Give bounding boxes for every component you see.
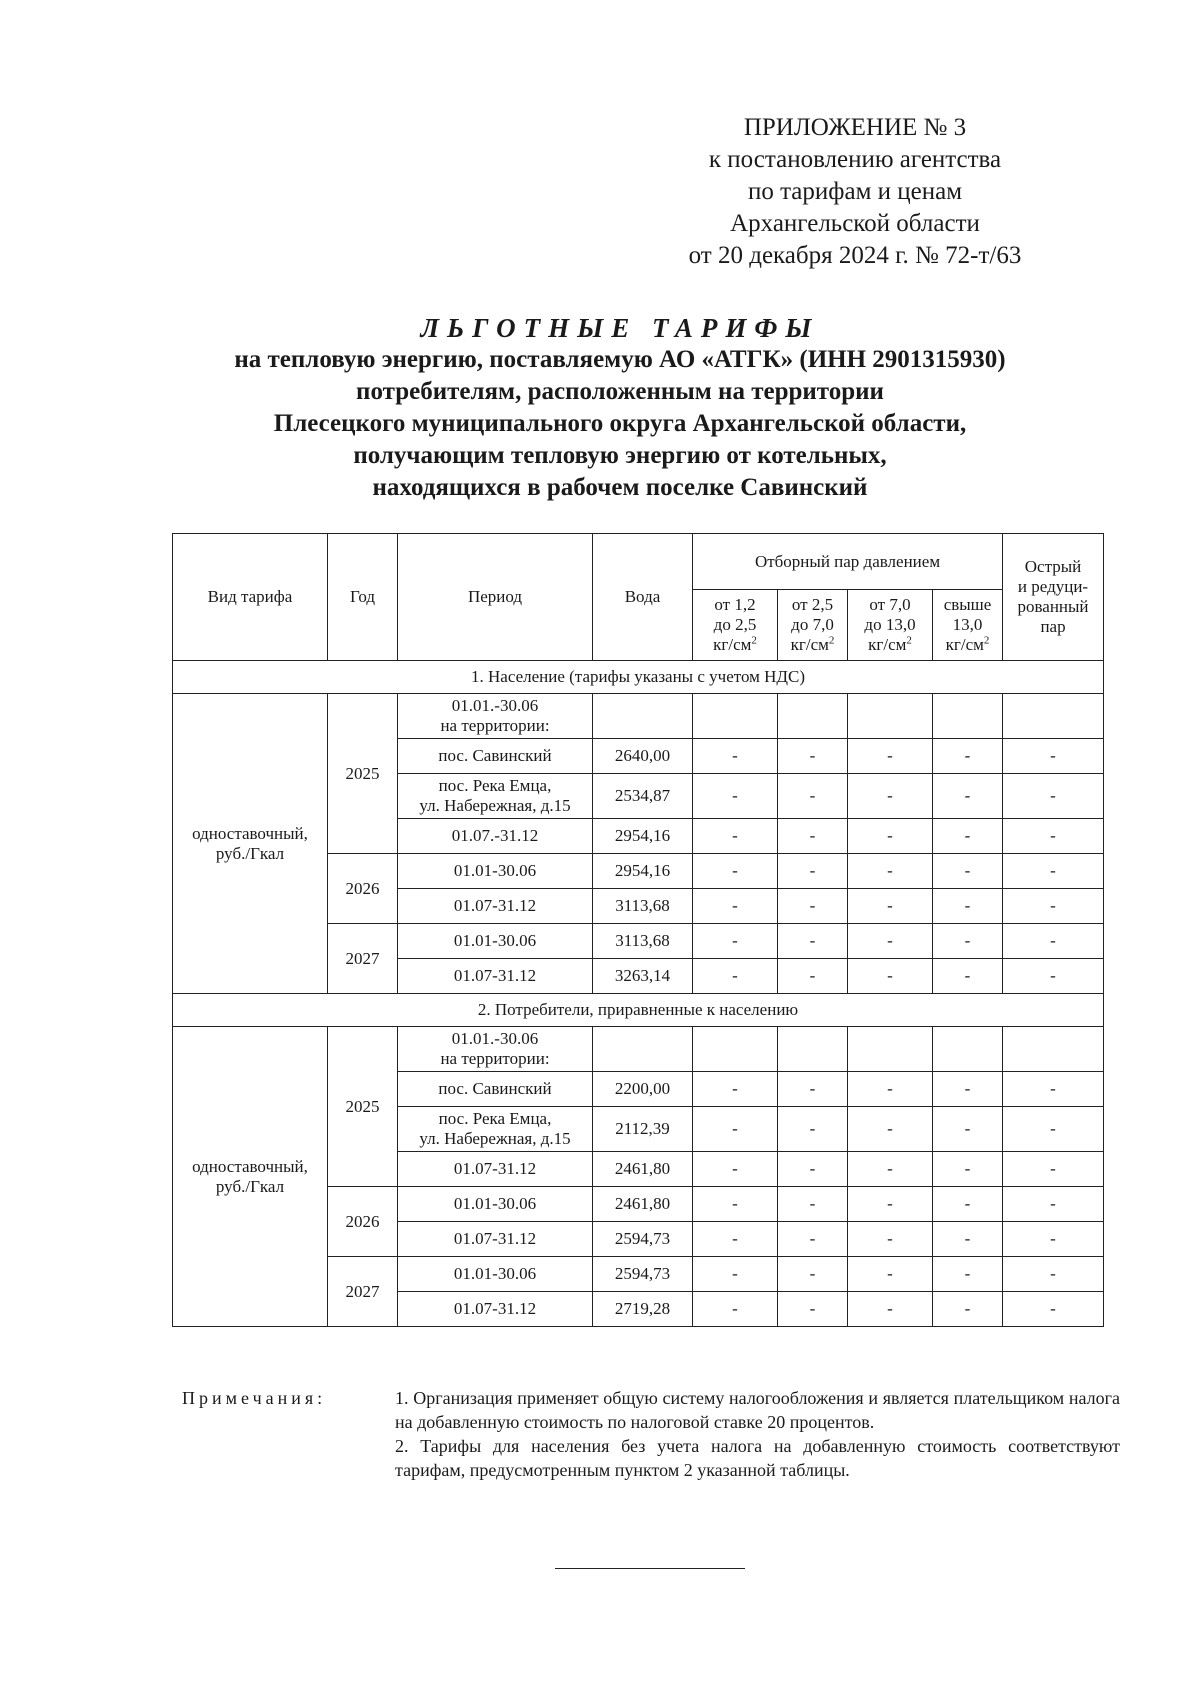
header-tariff-type: Вид тарифа — [173, 534, 328, 661]
sharp-steam-tariff-cell — [1003, 694, 1104, 739]
steam-tariff-cell: - — [693, 1072, 778, 1107]
steam-tariff-cell: - — [933, 1152, 1003, 1187]
steam-tariff-cell — [693, 694, 778, 739]
period-cell — [398, 1222, 593, 1257]
steam-tariff-cell: - — [848, 1292, 933, 1327]
table-header-row — [173, 534, 1104, 590]
water-tariff-cell: 2200,00 — [593, 1072, 693, 1107]
title-line: потребителям, расположенным на территории — [356, 378, 884, 405]
period-cell — [398, 1187, 593, 1222]
period-text: ул. Набережная, д.15 — [419, 1129, 571, 1148]
steam-tariff-cell — [778, 1027, 848, 1072]
steam-tariff-cell: - — [778, 1107, 848, 1152]
steam-tariff-cell: - — [693, 1222, 778, 1257]
steam-tariff-cell: - — [693, 819, 778, 854]
title-line: на тепловую энергию, поставляемую АО «АТГК» (ИНН 2901315930) — [234, 346, 1006, 373]
sharp-steam-tariff-cell: - — [1003, 924, 1104, 959]
period-text: 01.07-31.12 — [453, 1229, 537, 1248]
steam-tariff-cell: - — [693, 774, 778, 819]
tariff-type-text: одноставочный, — [192, 823, 308, 843]
period-text: 01.07-31.12 — [453, 966, 537, 985]
steam-tariff-cell: - — [848, 1257, 933, 1292]
steam-tariff-cell: - — [693, 889, 778, 924]
period-text: на территории: — [440, 716, 550, 735]
water-tariff-cell: 2640,00 — [593, 739, 693, 774]
tariff-unit-text: руб./Гкал — [215, 843, 285, 863]
section-title: 1. Население (тарифы указаны с учетом НДС) — [173, 661, 1104, 694]
steam-tariff-cell: - — [933, 854, 1003, 889]
period-text: пос. Река Емца, — [438, 1109, 552, 1128]
period-cell — [398, 889, 593, 924]
header-pressure-2 — [778, 590, 848, 661]
water-tariff-cell — [593, 694, 693, 739]
section-title: 2. Потребители, приравненные к населению — [173, 994, 1104, 1027]
pressure-label: от 7,0 — [869, 595, 911, 614]
tariff-unit-text: руб./Гкал — [215, 1176, 285, 1196]
header-pressure-1 — [693, 590, 778, 661]
header-period: Период — [398, 534, 593, 661]
sharp-steam-tariff-cell: - — [1003, 1152, 1104, 1187]
period-text: пос. Савинский — [438, 746, 552, 765]
pressure-label: от 2,5 — [791, 595, 834, 614]
steam-tariff-cell: - — [693, 854, 778, 889]
water-tariff-cell: 2594,73 — [593, 1222, 693, 1257]
pressure-label: до 7,0 — [791, 615, 834, 634]
steam-tariff-cell — [933, 1027, 1003, 1072]
appendix-number: ПРИЛОЖЕНИЕ № 3 — [743, 114, 967, 141]
steam-tariff-cell: - — [848, 1222, 933, 1257]
period-cell — [398, 1257, 593, 1292]
water-tariff-cell: 2954,16 — [593, 854, 693, 889]
tariff-type-cell — [173, 1027, 328, 1327]
year-cell: 2026 — [328, 1187, 398, 1257]
period-cell — [398, 739, 593, 774]
period-text: 01.01.-30.06 — [451, 1029, 539, 1048]
notes-body — [395, 1386, 1120, 1482]
steam-tariff-cell: - — [848, 1072, 933, 1107]
pressure-unit — [781, 635, 844, 655]
steam-tariff-cell: - — [933, 924, 1003, 959]
sharp-steam-tariff-cell: - — [1003, 1257, 1104, 1292]
header-pressure-4 — [933, 590, 1003, 661]
water-tariff-cell: 3113,68 — [593, 889, 693, 924]
year-cell: 2026 — [328, 854, 398, 924]
steam-tariff-cell: - — [778, 1152, 848, 1187]
sharp-steam-tariff-cell: - — [1003, 774, 1104, 819]
steam-tariff-cell: - — [693, 1152, 778, 1187]
water-tariff-cell: 2461,80 — [593, 1187, 693, 1222]
steam-tariff-cell: - — [848, 959, 933, 994]
unit-sup: 2 — [828, 634, 835, 647]
steam-tariff-cell: - — [778, 924, 848, 959]
steam-tariff-cell: - — [693, 1257, 778, 1292]
period-text: 01.07-31.12 — [453, 1299, 537, 1318]
water-tariff-cell: 3263,14 — [593, 959, 693, 994]
period-cell — [398, 819, 593, 854]
period-cell — [398, 694, 593, 739]
sharp-steam-tariff-cell: - — [1003, 959, 1104, 994]
title-line: находящихся в рабочем поселке Савинский — [372, 474, 868, 501]
period-cell — [398, 924, 593, 959]
note-2: 2. Тарифы для населения без учета налога на добавленную стоимость соответствуют тарифам, предусмотренным пунктом 2 указанной таблицы. — [395, 1436, 1120, 1480]
title-line: получающим тепловую энергию от котельных, — [353, 442, 887, 469]
steam-tariff-cell: - — [778, 959, 848, 994]
sharp-steam-tariff-cell: - — [1003, 1292, 1104, 1327]
unit-text: кг/см — [945, 635, 984, 654]
water-tariff-cell — [593, 1027, 693, 1072]
sharp-steam-tariff-cell: - — [1003, 854, 1104, 889]
period-cell — [398, 959, 593, 994]
appendix-ref-line: к постановлению агентства — [708, 146, 1002, 173]
header-steam: Отборный пар давлением — [693, 534, 1003, 590]
steam-tariff-cell: - — [778, 1292, 848, 1327]
period-text: 01.01.-30.06 — [451, 696, 539, 715]
appendix-header — [620, 112, 1090, 272]
water-tariff-cell: 3113,68 — [593, 924, 693, 959]
sharp-steam-tariff-cell: - — [1003, 1107, 1104, 1152]
steam-tariff-cell: - — [933, 739, 1003, 774]
unit-text: кг/см — [790, 635, 829, 654]
sharp-steam-tariff-cell: - — [1003, 889, 1104, 924]
sharp-steam-tariff-cell: - — [1003, 739, 1104, 774]
period-cell — [398, 1292, 593, 1327]
period-text: 01.01-30.06 — [453, 1264, 537, 1283]
sharp-steam-tariff-cell: - — [1003, 1072, 1104, 1107]
steam-tariff-cell: - — [848, 1107, 933, 1152]
steam-tariff-cell — [778, 694, 848, 739]
steam-tariff-cell: - — [933, 1072, 1003, 1107]
sharp-steam-tariff-cell — [1003, 1027, 1104, 1072]
year-cell: 2025 — [328, 1027, 398, 1187]
steam-tariff-cell: - — [933, 1107, 1003, 1152]
steam-tariff-cell: - — [848, 774, 933, 819]
header-pressure-3 — [848, 590, 933, 661]
pressure-unit — [936, 635, 999, 655]
header-sharp-line: и редуци- — [1017, 577, 1089, 596]
steam-tariff-cell: - — [933, 1187, 1003, 1222]
steam-tariff-cell: - — [778, 1222, 848, 1257]
period-text: 01.07-31.12 — [453, 896, 537, 915]
unit-text: кг/см — [713, 635, 752, 654]
steam-tariff-cell: - — [778, 1072, 848, 1107]
sharp-steam-tariff-cell: - — [1003, 1222, 1104, 1257]
pressure-label: 13,0 — [952, 615, 983, 634]
steam-tariff-cell: - — [848, 739, 933, 774]
steam-tariff-cell: - — [778, 1257, 848, 1292]
section-1-body — [173, 661, 1104, 994]
pressure-label: до 2,5 — [713, 615, 757, 634]
steam-tariff-cell: - — [933, 774, 1003, 819]
period-cell — [398, 854, 593, 889]
period-text: 01.07.-31.12 — [451, 826, 539, 845]
water-tariff-cell: 2534,87 — [593, 774, 693, 819]
water-tariff-cell: 2461,80 — [593, 1152, 693, 1187]
note-1: 1. Организация применяет общую систему налогообложения и является плательщиком налога на добавленную стоимость по налоговой ставке 20 процентов. — [395, 1388, 1120, 1432]
header-sharp-line: пар — [1040, 617, 1066, 636]
period-text: на территории: — [440, 1049, 550, 1068]
notes-label: Примечания: — [182, 1388, 327, 1408]
appendix-ref-line: по тарифам и ценам — [747, 178, 963, 205]
section-2-body — [173, 994, 1104, 1327]
tariff-type-text: одноставочный, — [192, 1156, 308, 1176]
period-cell — [398, 1107, 593, 1152]
steam-tariff-cell: - — [693, 739, 778, 774]
steam-tariff-cell: - — [693, 1107, 778, 1152]
appendix-date: от 20 декабря 2024 г. № 72-т/63 — [688, 242, 1022, 269]
period-cell — [398, 1027, 593, 1072]
steam-tariff-cell: - — [933, 959, 1003, 994]
unit-text: кг/см — [868, 635, 907, 654]
steam-tariff-cell: - — [933, 889, 1003, 924]
period-text: 01.01-30.06 — [453, 861, 537, 880]
tariff-type-cell — [173, 694, 328, 994]
tariffs-table — [172, 533, 1104, 1327]
pressure-unit — [851, 635, 929, 655]
header-water: Вода — [593, 534, 693, 661]
period-cell — [398, 1072, 593, 1107]
steam-tariff-cell — [933, 694, 1003, 739]
water-tariff-cell: 2719,28 — [593, 1292, 693, 1327]
steam-tariff-cell: - — [933, 1222, 1003, 1257]
header-sharp-line: Острый — [1024, 557, 1082, 576]
steam-tariff-cell: - — [693, 959, 778, 994]
steam-tariff-cell: - — [848, 889, 933, 924]
steam-tariff-cell — [848, 1027, 933, 1072]
steam-tariff-cell: - — [778, 774, 848, 819]
year-cell: 2025 — [328, 694, 398, 854]
unit-sup: 2 — [983, 634, 990, 647]
appendix-ref-line: Архангельской области — [730, 210, 980, 237]
period-cell — [398, 774, 593, 819]
period-text: 01.01-30.06 — [453, 1194, 537, 1213]
steam-tariff-cell: - — [778, 889, 848, 924]
sharp-steam-tariff-cell: - — [1003, 1187, 1104, 1222]
period-text: ул. Набережная, д.15 — [419, 796, 571, 815]
unit-sup: 2 — [906, 634, 912, 647]
period-text: 01.01-30.06 — [453, 931, 537, 950]
pressure-label: свыше — [943, 595, 992, 614]
steam-tariff-cell: - — [933, 1257, 1003, 1292]
steam-tariff-cell: - — [848, 854, 933, 889]
period-text: пос. Река Емца, — [438, 776, 552, 795]
steam-tariff-cell: - — [933, 819, 1003, 854]
section-title-row — [173, 994, 1104, 1027]
steam-tariff-cell: - — [848, 1187, 933, 1222]
steam-tariff-cell: - — [778, 1187, 848, 1222]
year-cell: 2027 — [328, 1257, 398, 1327]
header-sharp-steam — [1003, 534, 1104, 661]
table-row — [173, 694, 1104, 739]
document-title — [120, 312, 1120, 504]
year-cell: 2027 — [328, 924, 398, 994]
title-main: ЛЬГОТНЫЕ ТАРИФЫ — [420, 313, 820, 343]
header-sharp-line: рованный — [1017, 597, 1089, 616]
steam-tariff-cell — [848, 694, 933, 739]
steam-tariff-cell: - — [778, 819, 848, 854]
period-cell — [398, 1152, 593, 1187]
water-tariff-cell: 2954,16 — [593, 819, 693, 854]
steam-tariff-cell: - — [778, 854, 848, 889]
steam-tariff-cell: - — [693, 1187, 778, 1222]
steam-tariff-cell: - — [848, 1152, 933, 1187]
header-year: Год — [328, 534, 398, 661]
table-row — [173, 1027, 1104, 1072]
closing-line — [555, 1568, 745, 1569]
sharp-steam-tariff-cell: - — [1003, 819, 1104, 854]
steam-tariff-cell: - — [848, 924, 933, 959]
steam-tariff-cell: - — [933, 1292, 1003, 1327]
steam-tariff-cell: - — [693, 1292, 778, 1327]
steam-tariff-cell: - — [778, 739, 848, 774]
pressure-label: до 13,0 — [864, 615, 916, 634]
period-text: 01.07-31.12 — [453, 1159, 537, 1178]
steam-tariff-cell: - — [848, 819, 933, 854]
unit-sup: 2 — [751, 634, 757, 647]
period-text: пос. Савинский — [438, 1079, 552, 1098]
steam-tariff-cell — [693, 1027, 778, 1072]
section-title-row — [173, 661, 1104, 694]
steam-tariff-cell: - — [693, 924, 778, 959]
water-tariff-cell: 2112,39 — [593, 1107, 693, 1152]
title-line: Плесецкого муниципального округа Архангельской области, — [273, 410, 967, 437]
pressure-unit — [696, 635, 774, 655]
water-tariff-cell: 2594,73 — [593, 1257, 693, 1292]
pressure-label: от 1,2 — [714, 595, 756, 614]
